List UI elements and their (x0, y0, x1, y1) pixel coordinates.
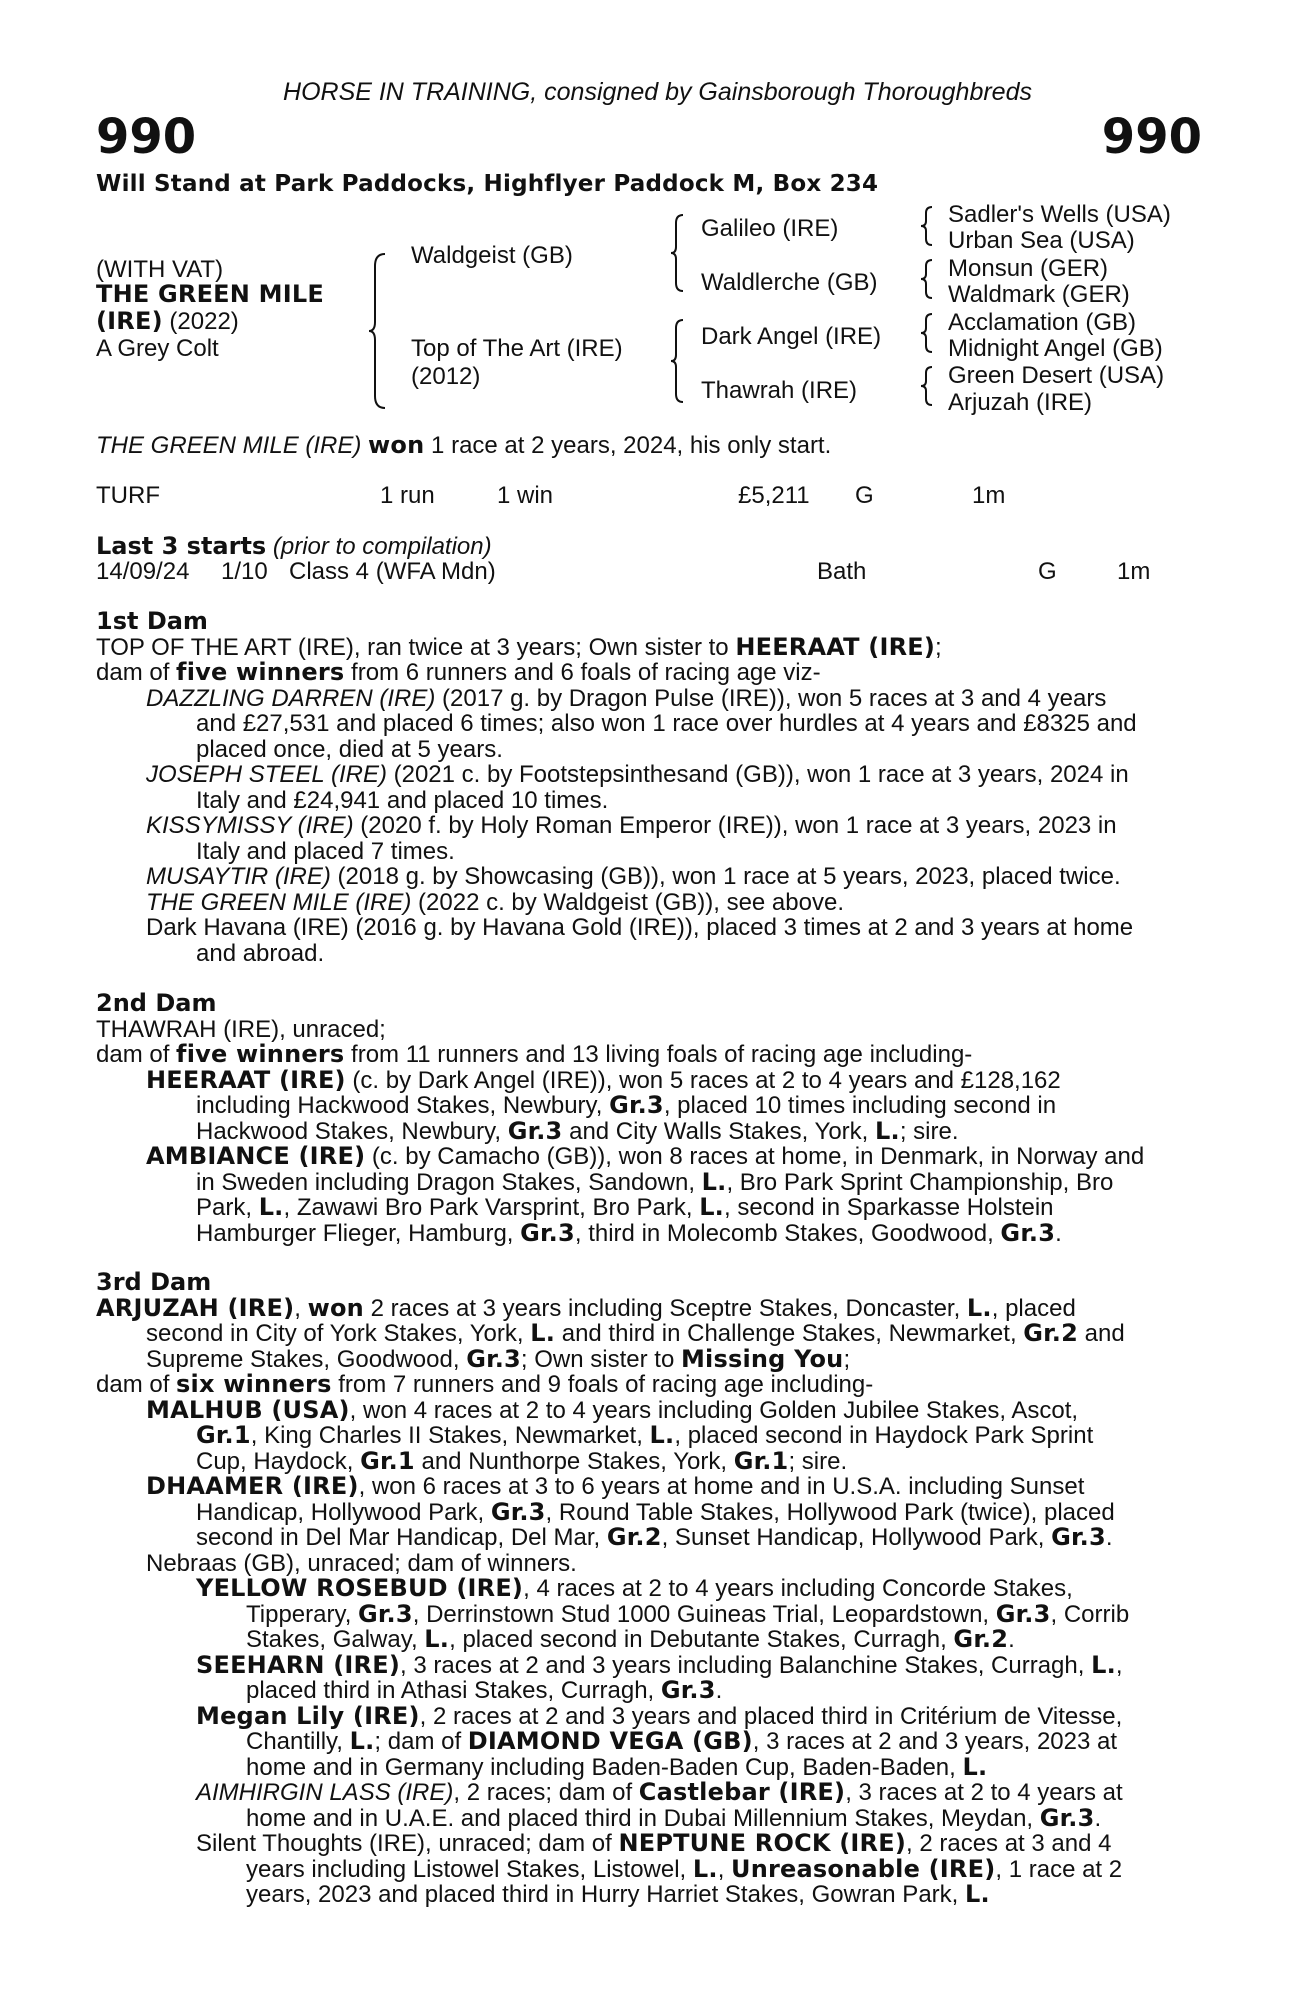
text-run: , 3 races at 2 to 4 years at (845, 1779, 1123, 1806)
last-start-distance: 1m (1117, 558, 1151, 585)
text-line (96, 1803, 1201, 1832)
text-line (96, 1167, 1201, 1196)
last-start-going: G (1038, 558, 1057, 585)
text-line (96, 1093, 1201, 1119)
catalogue-subtitle: HORSE IN TRAINING, consigned by Gainsborough Thoroughbreds (283, 78, 1032, 106)
progeny-entry (96, 864, 1201, 890)
text-run: Gr.1 (196, 1421, 251, 1449)
record-distance: 1m (972, 482, 1006, 509)
pedigree-brace-g3 (920, 312, 934, 354)
progeny-entry (96, 686, 1201, 712)
text-run: , second in Sparkasse Holstein (724, 1194, 1054, 1221)
text-run: from 6 runners and 6 foals of racing age viz- (344, 659, 821, 686)
text-line (96, 1218, 1201, 1247)
progeny-entry (96, 1395, 1201, 1424)
text-run: , (1115, 1651, 1123, 1679)
text-line (96, 1042, 1201, 1068)
text-run: Gr.2 (606, 1523, 662, 1551)
text-line (96, 1497, 1201, 1526)
text-line (96, 1372, 1201, 1398)
text-run: , placed (991, 1294, 1076, 1322)
text-run: L. (424, 1625, 450, 1653)
text-line: placed once, died at 5 years. (196, 735, 503, 763)
text-run: L. (875, 1116, 900, 1145)
text-line (96, 1752, 1201, 1781)
text-run: ; dam of (374, 1728, 468, 1755)
text-run: six winners (176, 1370, 332, 1398)
progeny-entry (96, 1650, 1201, 1679)
pedigree-g5: Acclamation (GB) (948, 309, 1137, 336)
second-dam-section (96, 991, 1201, 1246)
pedigree-brace-dam (670, 318, 686, 404)
text-run: (2021 c. by Footstepsinthesand (GB)), won 1 race at 3 years, 2024 in (386, 761, 1129, 788)
record-surface: TURF (96, 482, 160, 509)
text-run: in Sweden including Dragon Stakes, Sandown, (196, 1168, 702, 1196)
text-run: , Bro Park Sprint Championship, Bro (726, 1168, 1114, 1196)
text-run: L. (965, 1880, 990, 1908)
section-heading: 2nd Dam (96, 989, 217, 1017)
text-run: Gr.2 (953, 1625, 1009, 1653)
text-line: and abroad. (196, 939, 325, 967)
text-run: SEEHARN (IRE) (196, 1650, 400, 1679)
text-line (96, 660, 1201, 686)
text-line (96, 1116, 1201, 1145)
text-line (96, 1854, 1201, 1883)
text-run: L. (349, 1727, 375, 1755)
pedigree-sire: Waldgeist (GB) (411, 242, 573, 269)
text-run: , 2 races; dam of (453, 1779, 639, 1806)
text-run: Gr.3 (1000, 1218, 1056, 1247)
text-run: L. (1091, 1650, 1116, 1679)
text-run: from 11 runners and 13 living foals of racing age including- (344, 1041, 973, 1068)
last-starts-heading (96, 534, 492, 560)
text-run: . (1055, 1219, 1062, 1247)
text-run: ; (843, 1345, 851, 1373)
text-run: (c. by Camacho (GB)), won 8 races at home, in Denmark, in Norway and (365, 1143, 1145, 1170)
last-start-class: Class 4 (WFA Mdn) (289, 558, 496, 585)
pedigree-brace-main (367, 252, 389, 410)
text-run: years including Listowel Stakes, Listowel, (246, 1855, 693, 1883)
text-run: L. (699, 1193, 724, 1221)
text-run: , placed second in Haydock Park Sprint (674, 1422, 1094, 1449)
pedigree-dam: Top of The Art (IRE) (411, 335, 623, 362)
progeny-entry (96, 762, 1201, 788)
pedigree-g7: Green Desert (USA) (948, 362, 1165, 389)
lot-number-left: 990 (96, 109, 197, 165)
text-run: ; sire. (899, 1117, 959, 1145)
pedigree-g4: Waldmark (GER) (948, 281, 1130, 308)
text-run: L. (966, 1293, 992, 1322)
text-run: . (1094, 1804, 1102, 1832)
pedigree-g8: Arjuzah (IRE) (948, 389, 1093, 416)
text-line (96, 1195, 1201, 1221)
text-run: second in Del Mar Handicap, Del Mar, (196, 1524, 607, 1551)
text-run: and (1078, 1320, 1125, 1347)
text-run: MALHUB (USA) (146, 1395, 350, 1424)
progeny-entry (96, 1065, 1201, 1094)
section-heading: 1st Dam (96, 607, 208, 635)
text-run: HEERAAT (IRE) (146, 1065, 346, 1094)
pedigree-dam-dam: Thawrah (IRE) (701, 377, 858, 404)
text-run: Chantilly, (246, 1728, 350, 1755)
text-run: THE GREEN MILE (IRE) (96, 432, 362, 459)
text-run: , won 6 races at 3 to 6 years at home and in U.S.A. including Sunset (358, 1473, 1085, 1500)
text-run: KISSYMISSY (IRE) (146, 812, 354, 839)
text-run: placed third in Athasi Stakes, Curragh, (246, 1677, 661, 1704)
horse-name: THE GREEN MILE (96, 280, 324, 308)
text-run: ; sire. (788, 1447, 848, 1475)
record-going: G (855, 482, 874, 509)
text-run: L. (962, 1752, 988, 1781)
text-run: Gr.3 (1039, 1803, 1095, 1832)
text-run: won (368, 431, 425, 459)
pedigree-sire-sire: Galileo (IRE) (701, 215, 839, 242)
text-run: Gr.3 (358, 1599, 413, 1628)
text-run: DAZZLING DARREN (IRE) (146, 684, 436, 712)
text-run: five winners (176, 1040, 345, 1068)
text-run: Gr.3 (466, 1344, 521, 1373)
text-run: years, 2023 and placed third in Hurry Harriet Stakes, Gowran Park, (246, 1881, 965, 1908)
text-run: Unreasonable (IRE) (731, 1854, 996, 1883)
text-line (96, 1525, 1201, 1551)
text-run: AMBIANCE (IRE) (146, 1142, 366, 1170)
text-run: TOP OF THE ART (IRE), ran twice at 3 years; Own sister to (96, 633, 736, 661)
text-line (96, 1678, 1201, 1704)
pedigree-g1: Sadler's Wells (USA) (948, 201, 1171, 228)
text-run: dam of (96, 1041, 177, 1068)
record-wins: 1 win (497, 482, 554, 509)
text-run: L. (258, 1193, 284, 1221)
text-line: Italy and £24,941 and placed 10 times. (196, 786, 609, 814)
horse-country: (IRE) (96, 307, 163, 335)
text-run: Gr.3 (995, 1599, 1051, 1628)
text-run: dam of (96, 659, 177, 686)
text-run: five winners (176, 658, 345, 686)
progeny-entry (96, 1144, 1201, 1170)
text-run: . (715, 1677, 723, 1704)
text-run: Gr.2 (1023, 1319, 1079, 1347)
last-start-date: 14/09/24 (96, 558, 190, 585)
text-run: (c. by Dark Angel (IRE)), won 5 races at 2 to 4 years and £128,162 (345, 1066, 1061, 1094)
text-run: JOSEPH STEEL (IRE) (146, 761, 387, 788)
text-run: HEERAAT (IRE) (735, 632, 936, 661)
text-run: , 3 races at 2 and 3 years including Balanchine Stakes, Curragh, (400, 1651, 1092, 1679)
text-run: Megan Lily (IRE) (196, 1701, 420, 1730)
text-line: Italy and placed 7 times. (196, 837, 455, 865)
text-run: DIAMOND VEGA (GB) (467, 1727, 753, 1755)
text-run: , (717, 1855, 732, 1883)
text-run: , 4 races at 2 to 4 years including Concorde Stakes, (523, 1575, 1073, 1602)
pedigree-dam-year: (2012) (411, 363, 481, 390)
horse-year: (2022) (162, 308, 239, 335)
text-run: and third in Challenge Stakes, Newmarket, (555, 1320, 1024, 1347)
text-run: (prior to compilation) (272, 533, 492, 560)
text-line (96, 632, 1201, 661)
text-run: Gr.3 (507, 1116, 563, 1145)
text-run: Stakes, Galway, (246, 1626, 425, 1653)
text-run: , 3 races at 2 and 3 years, 2023 at (752, 1728, 1118, 1755)
text-run: and City Walls Stakes, York, (562, 1117, 875, 1145)
text-run: ; Own sister to (520, 1345, 681, 1373)
third-dam-section (96, 1270, 1201, 1908)
pedigree-g3: Monsun (GER) (948, 255, 1109, 282)
text-run: including Hackwood Stakes, Newbury, (196, 1092, 610, 1119)
text-run: Hackwood Stakes, Newbury, (196, 1117, 508, 1145)
text-run: Gr.3 (520, 1218, 575, 1247)
progeny-entry (96, 1831, 1201, 1857)
text-run: home and in U.A.E. and placed third in Dubai Millennium Stakes, Meydan, (246, 1804, 1040, 1832)
text-run: dam of (96, 1371, 177, 1398)
text-run: Park, (196, 1194, 259, 1221)
progeny-entry (96, 813, 1201, 839)
text-run: , third in Molecomb Stakes, Goodwood, (574, 1219, 1001, 1247)
text-run: , Sunset Handicap, Hollywood Park, (661, 1524, 1052, 1551)
text-run: , Corrib (1050, 1600, 1130, 1628)
text-run: second in City of York Stakes, York, (146, 1320, 531, 1347)
pedigree-sire-dam: Waldlerche (GB) (701, 269, 878, 296)
progeny-entry (96, 890, 1201, 916)
text-run: Gr.3 (609, 1091, 664, 1119)
text-run: ; (935, 633, 942, 661)
text-line (96, 1423, 1201, 1449)
text-run: (2020 f. by Holy Roman Emperor (IRE)), won 1 race at 3 years, 2023 in (353, 812, 1117, 839)
text-run: Gr.1 (360, 1446, 415, 1475)
last-start-position: 1/10 (221, 558, 268, 585)
text-run: L. (649, 1421, 675, 1449)
text-run: Hamburger Flieger, Hamburg, (196, 1219, 521, 1247)
pedigree-brace-sire (670, 213, 686, 293)
text-line (96, 1344, 1201, 1373)
horse-description: A Grey Colt (96, 335, 219, 362)
text-run: , 2 races at 3 and 4 (906, 1830, 1112, 1857)
horse-name-suffix (96, 309, 239, 335)
text-run: and Nunthorpe Stakes, York, (414, 1447, 734, 1475)
text-run: . (1105, 1524, 1113, 1551)
text-run: , Round Table Stakes, Hollywood Park (twice), placed (545, 1498, 1115, 1526)
text-run: Handicap, Hollywood Park, (196, 1498, 491, 1526)
text-run: MUSAYTIR (IRE) (146, 863, 331, 890)
text-line: THAWRAH (IRE), unraced; (96, 1015, 386, 1043)
record-prize: £5,211 (738, 482, 810, 509)
progeny-entry (96, 1474, 1201, 1500)
text-line (96, 1599, 1201, 1628)
text-line (96, 1882, 1201, 1908)
section-heading: 3rd Dam (96, 1268, 212, 1296)
text-run: Gr.3 (660, 1676, 716, 1704)
text-run: Last 3 starts (96, 532, 267, 560)
text-run: Supreme Stakes, Goodwood, (146, 1345, 467, 1373)
text-run: L. (692, 1854, 718, 1883)
progeny-entry (96, 1780, 1201, 1806)
text-run: , placed second in Debutante Stakes, Curragh, (449, 1626, 954, 1653)
text-run: Gr.1 (733, 1446, 789, 1475)
text-line (96, 1627, 1201, 1653)
text-run: 1 race at 2 years, 2024, his only start. (424, 432, 832, 459)
progeny-entry: Nebraas (GB), unraced; dam of winners. (146, 1549, 577, 1577)
pedigree-g6: Midnight Angel (GB) (948, 335, 1163, 362)
text-run: home and in Germany including Baden-Baden Cup, Baden-Baden, (246, 1753, 963, 1781)
text-run: Cup, Haydock, (196, 1447, 361, 1475)
text-run: , King Charles II Stakes, Newmarket, (250, 1422, 650, 1449)
pedigree-brace-g2 (920, 258, 934, 300)
lot-number-right: 990 (1101, 109, 1202, 165)
text-line: and £27,531 and placed 6 times; also won 1 race over hurdles at 4 years and £8325 and (196, 710, 1137, 737)
progeny-entry: Dark Havana (IRE) (2016 g. by Havana Gold (IRE)), placed 3 times at 2 and 3 years at home (146, 914, 1134, 941)
text-run: , placed 10 times including second in (663, 1092, 1057, 1119)
text-run: NEPTUNE ROCK (IRE) (618, 1829, 906, 1857)
race-summary (96, 433, 831, 459)
text-run: ARJUZAH (IRE) (96, 1293, 295, 1322)
text-run: , 2 races at 2 and 3 years and placed third in Critérium de Vitesse, (419, 1702, 1123, 1730)
pedigree-g2: Urban Sea (USA) (948, 227, 1135, 254)
text-run: , 1 race at 2 (995, 1855, 1123, 1883)
stand-location: Will Stand at Park Paddocks, Highflyer Paddock M, Box 234 (96, 171, 879, 197)
pedigree-dam-sire: Dark Angel (IRE) (701, 323, 882, 350)
text-run: (2018 g. by Showcasing (GB)), won 1 race at 5 years, 2023, placed twice. (330, 863, 1121, 890)
text-run: 2 races at 3 years including Sceptre Stakes, Doncaster, (363, 1294, 967, 1322)
text-run: , Zawawi Bro Park Varsprint, Bro Park, (283, 1194, 700, 1221)
text-line (96, 1729, 1201, 1755)
pedigree-brace-g4 (920, 365, 934, 407)
text-run: THE GREEN MILE (IRE) (146, 888, 412, 916)
text-run: Silent Thoughts (IRE), unraced; dam of (196, 1830, 619, 1857)
progeny-entry (96, 1576, 1201, 1602)
text-line (96, 1293, 1201, 1322)
last-start-course: Bath (817, 558, 867, 585)
text-run: Missing You (680, 1344, 844, 1373)
text-run: . (1008, 1626, 1015, 1653)
text-run: Gr.3 (490, 1497, 546, 1526)
text-run: , won 4 races at 2 to 4 years including Golden Jubilee Stakes, Ascot, (349, 1396, 1079, 1424)
text-run: L. (530, 1319, 556, 1347)
text-run: Gr.3 (1051, 1523, 1106, 1551)
text-run: , Derrinstown Stud 1000 Guineas Trial, Leopardstown, (412, 1600, 996, 1628)
text-run: won (307, 1293, 364, 1322)
vat-note: (WITH VAT) (96, 256, 224, 283)
text-run: (2017 g. by Dragon Pulse (IRE)), won 5 races at 3 and 4 years (435, 684, 1107, 712)
text-run: L. (701, 1167, 727, 1196)
text-run: Tipperary, (246, 1600, 359, 1628)
first-dam-section (96, 609, 1201, 966)
text-run: (2022 c. by Waldgeist (GB)), see above. (411, 888, 844, 916)
text-run: Castlebar (IRE) (638, 1778, 846, 1806)
text-run: AIMHIRGIN LASS (IRE) (196, 1779, 454, 1806)
progeny-entry (96, 1701, 1201, 1730)
text-line (96, 1321, 1201, 1347)
text-run: YELLOW ROSEBUD (IRE) (196, 1574, 524, 1602)
record-runs: 1 run (380, 482, 435, 509)
text-run: DHAAMER (IRE) (146, 1472, 359, 1500)
text-run: from 7 runners and 9 foals of racing age including- (331, 1371, 874, 1398)
text-run: , (294, 1294, 308, 1322)
pedigree-brace-g1 (920, 205, 934, 247)
text-line (96, 1446, 1201, 1475)
